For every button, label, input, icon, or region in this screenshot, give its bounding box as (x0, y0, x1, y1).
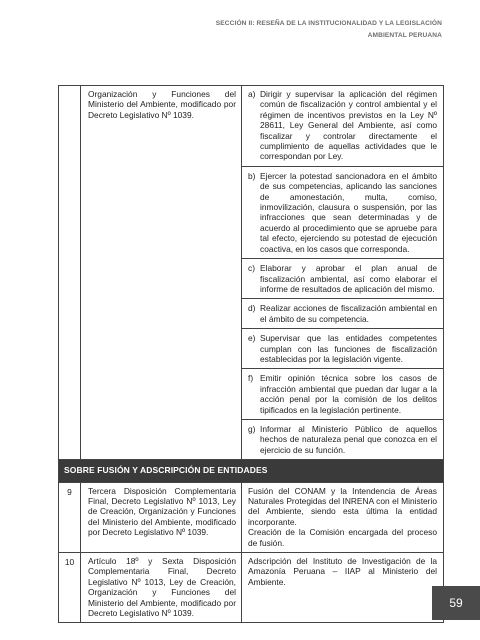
function-text: Dirigir y supervisar la aplicación del régimen común de fiscalización y control ambiental y el régimen de incentivos previstos en la Ley Nº 28611, Ley General del Ambiente, así como fiscalizar y controlar directamente el cumplimiento de aquellas actividades que le correspondan por Ley. (260, 89, 437, 162)
function-item (248, 89, 437, 162)
running-header (216, 18, 442, 42)
function-text: Supervisar que las entidades competentes cumplan con las funciones de fiscalización establecidas por la legislación vigente. (260, 333, 437, 364)
function-text: Ejercer la potestad sancionadora en el ámbito de sus competencias, aplicando las sanciones de amonestación, multa, comiso, inmovilización, clausura o suspensión, por las infracciones que sean determinadas y de acuerdo al procedimiento que se apruebe para tal efecto, ejerciendo su potestad de ejecución coactiva, en los casos que corresponda. (260, 170, 437, 254)
page-number: 59 (432, 586, 480, 620)
function-label: g) (248, 423, 256, 434)
divider (242, 419, 443, 420)
function-text: Realizar acciones de fiscalización ambiental en el ámbito de su competencia. (260, 303, 437, 324)
row-content-text-2: Creación de la Comisión encargada del proceso de fusión. (248, 527, 437, 548)
function-label: c) (248, 263, 255, 274)
row-number: 10 (59, 553, 81, 622)
divider (242, 328, 443, 329)
table-row (59, 482, 443, 552)
function-item (248, 333, 437, 364)
row-description: Tercera Disposición Complementaria Final, Decreto Legislativo Nº 1013, Ley de Creación, Organización y Funciones del Ministerio del Ambiente, modificado por Decreto Legislativo Nº 1039. (81, 483, 242, 552)
table-row (59, 552, 443, 622)
row-content-text: Adscripción del Instituto de Investigación de la Amazonía Peruana – IIAP al Ministerio del Ambiente. (248, 556, 437, 587)
row-content (242, 553, 443, 622)
row-content-text: Fusión del CONAM y la Intendencia de Áreas Naturales Protegidas del INRENA con el Ministerio del Ambiente, siendo esta última la entidad incorporante. (248, 485, 437, 527)
function-label: e) (248, 333, 256, 344)
function-text: Emitir opinión técnica sobre los casos de infracción ambiental que puedan dar lugar a la acción penal por la comisión de los delitos tipificados en la legislación pertinente. (260, 373, 437, 415)
function-item (248, 424, 437, 455)
divider (242, 298, 443, 299)
functions-cell (242, 86, 443, 459)
row-number-cell (59, 86, 81, 459)
function-item (248, 303, 437, 324)
row-number: 9 (59, 483, 81, 552)
function-label: b) (248, 170, 256, 181)
function-text: Informar al Ministerio Público de aquellos hechos de naturaleza penal que conozca en el ejercicio de su función. (260, 423, 437, 455)
divider (242, 166, 443, 167)
function-label: f) (248, 373, 254, 384)
function-label: d) (248, 303, 256, 314)
function-item (248, 373, 437, 415)
function-item (248, 171, 437, 254)
row-content (242, 483, 443, 552)
header-line-1: SECCIÓN II: RESEÑA DE LA INSTITUCIONALIDAD Y LA LEGISLACIÓN (215, 20, 442, 27)
row-description: Artículo 18º y Sexta Disposición Complementaria Final, Decreto Legislativo Nº 1013, Ley de Creación, Organización y Funciones del Ministerio del Ambiente, modificado por Decreto Legislativo Nº 1039. (81, 553, 242, 622)
divider (242, 258, 443, 259)
header-line-2: AMBIENTAL PERUANA (367, 32, 442, 39)
divider (242, 368, 443, 369)
function-text: Elaborar y aprobar el plan anual de fiscalización ambiental, así como elaborar el informe de resultados de aplicación del mismo. (260, 263, 437, 294)
table-row (59, 86, 443, 459)
function-item (248, 263, 437, 294)
row-description: Organización y Funciones del Ministerio del Ambiente, modificado por Decreto Legislativo Nº 1039. (81, 86, 242, 459)
legislation-table (58, 85, 444, 623)
function-label: a) (248, 89, 256, 99)
section-heading: SOBRE FUSIÓN Y ADSCRIPCIÓN DE ENTIDADES (59, 459, 443, 481)
